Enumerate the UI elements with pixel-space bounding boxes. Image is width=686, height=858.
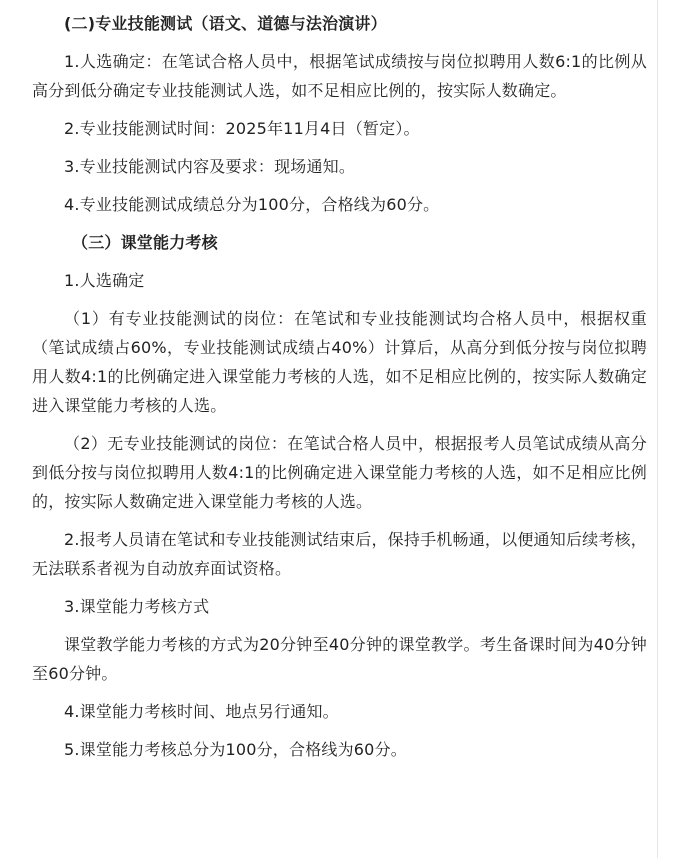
paragraph-test-content: 3.专业技能测试内容及要求：现场通知。 — [64, 157, 356, 176]
section-heading-3: （三）课堂能力考核 — [72, 233, 218, 252]
paragraph-assessment-method-title: 3.课堂能力考核方式 — [64, 597, 210, 616]
paragraph-contact-notice: 2.报考人员请在笔试和专业技能测试结束后，保持手机畅通，以便通知后续考核，无法联系者视为自动放弃面试资格。 — [32, 530, 647, 578]
paragraph-test-score: 4.专业技能测试成绩总分为100分，合格线为60分。 — [64, 195, 440, 214]
page-edge-divider — [657, 0, 658, 858]
paragraph-candidate-selection: 1.人选确定 — [64, 271, 145, 290]
paragraph-time-location: 4.课堂能力考核时间、地点另行通知。 — [64, 702, 339, 721]
paragraph-without-skill-test: （2）无专业技能测试的岗位：在笔试合格人员中，根据报考人员笔试成绩从高分到低分按与岗位拟聘用人数4:1的比例确定进入课堂能力考核的人选，如不足相应比例的，按实际人数确定进入课堂能力考核的人选。 — [32, 434, 647, 511]
section-heading-2: (二)专业技能测试（语文、道德与法治演讲） — [64, 14, 387, 33]
paragraph-assessment-score: 5.课堂能力考核总分为100分，合格线为60分。 — [64, 740, 407, 759]
paragraph-with-skill-test: （1）有专业技能测试的岗位：在笔试和专业技能测试均合格人员中，根据权重（笔试成绩占60%，专业技能测试成绩占40%）计算后，从高分到低分按与岗位拟聘用人数4:1的比例确定进入课堂能力考核的人选，如不足相应比例的，按实际人数确定进入课堂能力考核的人选。 — [32, 309, 647, 415]
paragraph-selection-criteria: 1.人选确定：在笔试合格人员中，根据笔试成绩按与岗位拟聘用人数6:1的比例从高分到低分确定专业技能测试人选，如不足相应比例的，按实际人数确定。 — [32, 52, 647, 100]
paragraph-assessment-method: 课堂教学能力考核的方式为20分钟至40分钟的课堂教学。考生备课时间为40分钟至60分钟。 — [32, 635, 647, 683]
paragraph-test-time: 2.专业技能测试时间：2025年11月4日（暂定）。 — [64, 119, 420, 138]
document-body — [32, 9, 647, 764]
